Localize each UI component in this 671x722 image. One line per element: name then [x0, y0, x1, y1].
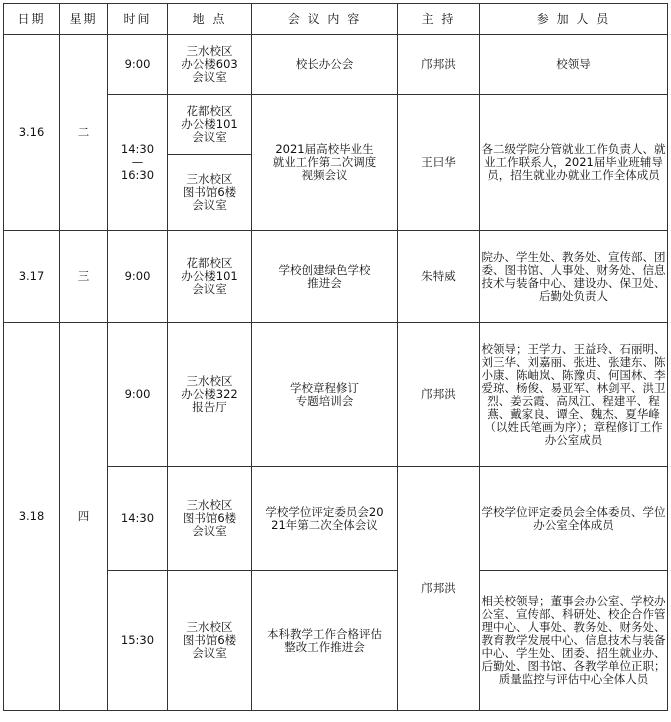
cell-text-line: 视频会议 [301, 168, 348, 182]
cell-text-line: 本科教学工作合格评估 [267, 626, 382, 641]
cell-text-line: 会议室 [192, 130, 227, 144]
attendees-cell: 学校学位评定委员会全体委员、学位办公室全体成员 [480, 467, 668, 571]
venue-cell [168, 95, 252, 155]
cell-text [181, 45, 237, 84]
cell-text [183, 173, 236, 212]
cell-text-line: 2021届高校毕业生 [275, 142, 374, 156]
host-cell: 邝邦洪 [398, 35, 480, 95]
cell-text-line: 三水校区 [186, 498, 233, 512]
header-host: 主 持 [398, 4, 480, 35]
cell-text [290, 382, 359, 408]
weekday-cell: 四 [60, 323, 108, 711]
weekday-cell: 二 [60, 35, 108, 231]
header-time: 时间 [108, 4, 168, 35]
header-content: 会 议 内 容 [252, 4, 398, 35]
cell-text-line: 校长办公会 [295, 57, 354, 71]
venue-cell [168, 323, 252, 467]
content-cell [252, 35, 398, 95]
content-cell [252, 323, 398, 467]
venue-cell [168, 35, 252, 95]
date-cell: 3.18 [4, 323, 60, 711]
cell-text-line: 办公楼101 [181, 269, 238, 283]
header-attendees: 参 加 人 员 [480, 4, 668, 35]
cell-text-line: 会议室 [192, 282, 227, 296]
time-cell: 15:30 [108, 571, 168, 711]
time-cell [108, 95, 168, 231]
attendees-cell: 相关校领导；董事会办公室、学校办公室、宣传部、科研处、校企合作管理中心、人事处、教务处、财务处、教育教学发展中心、信息技术与装备中心、学生处、团委、招生就业办、后勤处、图书馆、各教学单位正职；质量监控与评估中心全体人员 [480, 571, 668, 711]
host-cell: 朱特威 [398, 231, 480, 323]
time-cell: 14:30 [108, 467, 168, 571]
cell-text [183, 621, 236, 660]
cell-text-line: 三水校区 [186, 172, 233, 186]
cell-text-line: 会议室 [192, 198, 227, 212]
cell-text-line: 报告厅 [192, 400, 227, 414]
date-cell: 3.16 [4, 35, 60, 231]
cell-text-line: 图书馆6楼 [182, 633, 237, 647]
header-date: 日期 [4, 4, 60, 35]
content-cell [252, 467, 398, 571]
time-cell: 9:00 [108, 231, 168, 323]
venue-cell [168, 231, 252, 323]
cell-text-line: 会议室 [192, 70, 227, 84]
attendees-cell: 校领导；王学力、王益玲、石丽明、刘三华、刘嘉丽、张进、张建东、陈小康、陈岫岚、陈豫贞、何国林、李爱琼、杨俊、易亚军、林剑平、洪卫烈、姜云霞、高凤江、程建平、程燕、戴家良、谭全、魏杰、夏华峰（以姓氏笔画为序）；章程修订工作办公室成员 [480, 323, 668, 467]
header-venue: 地 点 [168, 4, 252, 35]
cell-text-line: 花都校区 [186, 256, 233, 270]
cell-text [279, 264, 371, 290]
cell-text [296, 58, 354, 71]
content-cell [252, 95, 398, 231]
meeting-schedule-table [3, 3, 668, 711]
time-dash: — [131, 155, 144, 169]
cell-text-line: 图书馆6楼 [182, 511, 237, 525]
host-cell: 邝邦洪 [398, 323, 480, 467]
time-cell: 9:00 [108, 323, 168, 467]
cell-text-line: 花都校区 [186, 104, 233, 118]
time-start: 14:30 [120, 142, 155, 156]
cell-text [181, 257, 237, 296]
cell-text [273, 143, 377, 182]
cell-text [183, 499, 236, 538]
time-cell: 9:00 [108, 35, 168, 95]
cell-text-line: 三水校区 [186, 44, 233, 58]
venue-cell [168, 571, 252, 711]
cell-text-line: 专题培训会 [295, 393, 354, 408]
cell-text-line: 办公楼101 [181, 117, 238, 131]
venue-cell [168, 155, 252, 231]
cell-text [181, 375, 237, 414]
cell-text-line: 三水校区 [186, 374, 233, 388]
attendees-cell: 院办、学生处、教务处、宣传部、团委、图书馆、人事处、财务处、信息技术与装备中心、建设办、保卫处、后勤处负责人 [480, 231, 668, 323]
time-end: 16:30 [120, 168, 155, 182]
cell-text-line: 三水校区 [186, 620, 233, 634]
header-row [4, 4, 668, 35]
cell-text-line: 整改工作推进会 [284, 639, 365, 654]
venue-cell [168, 467, 252, 571]
cell-text [265, 506, 383, 532]
date-cell: 3.17 [4, 231, 60, 323]
header-weekday: 星期 [60, 4, 108, 35]
attendees-cell: 校领导 [480, 35, 668, 95]
weekday-cell: 三 [60, 231, 108, 323]
cell-text-line: 会议室 [192, 646, 227, 660]
table-row [4, 35, 668, 95]
content-cell [252, 231, 398, 323]
host-cell: 王曰华 [398, 95, 480, 231]
content-cell [252, 571, 398, 711]
table-row [4, 231, 668, 323]
cell-text-line: 办公楼322 [181, 387, 238, 401]
table-row [4, 323, 668, 467]
cell-text-line: 学校章程修订 [290, 380, 359, 395]
cell-text-line: 推进会 [307, 275, 342, 290]
cell-text [181, 105, 237, 144]
cell-text-line: 会议室 [192, 524, 227, 538]
cell-text [267, 628, 382, 654]
cell-text-line: 办公楼603 [181, 57, 238, 71]
cell-text-line: 学校创建绿色学校 [278, 262, 371, 277]
cell-text-line: 21年第二次全体会议 [271, 517, 378, 532]
cell-text-line: 图书馆6楼 [182, 185, 237, 199]
host-cell: 邝邦洪 [398, 467, 480, 711]
cell-text-line: 学校学位评定委员会20 [265, 504, 384, 519]
attendees-cell: 各二级学院分管就业工作负责人、就业工作联系人，2021届毕业班辅导员，招生就业办就业工作全体成员 [480, 95, 668, 231]
cell-text-line: 就业工作第二次调度 [272, 155, 377, 169]
